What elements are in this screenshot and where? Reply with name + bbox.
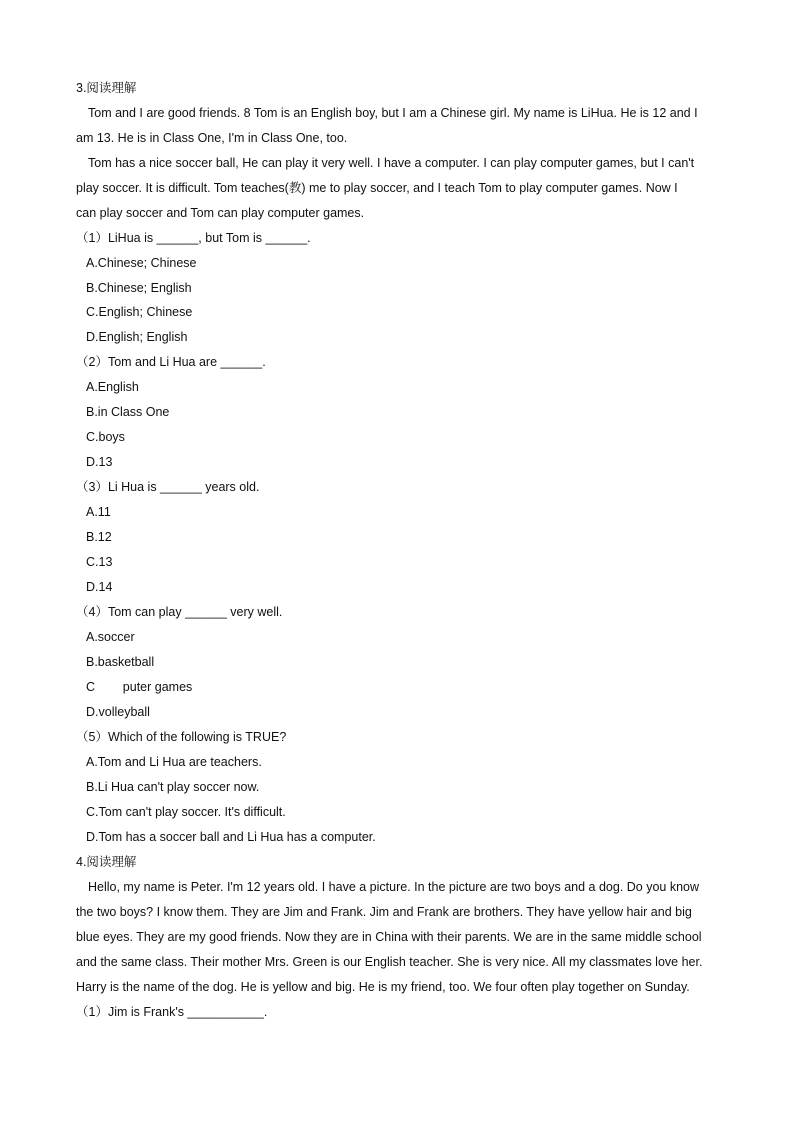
- answer-option: C.boys: [86, 430, 125, 444]
- question-stem: （2）Tom and Li Hua are ______.: [76, 355, 266, 369]
- question-stem: （5）Which of the following is TRUE?: [76, 730, 287, 744]
- question-stem: （1）Jim is Frank's ___________.: [76, 1005, 268, 1019]
- question-stem: （4）Tom can play ______ very well.: [76, 605, 283, 619]
- passage-line: Tom and I are good friends. 8 Tom is an English boy, but I am a Chinese girl. My name is LiHua. He is 12 and I: [88, 106, 698, 120]
- section-heading: 4.阅读理解: [76, 855, 137, 869]
- passage-line: Harry is the name of the dog. He is yellow and big. He is my friend, too. We four often play together on Sunday.: [76, 980, 690, 994]
- answer-option: A.English: [86, 380, 139, 394]
- answer-option: B.in Class One: [86, 405, 170, 419]
- answer-option: D.Tom has a soccer ball and Li Hua has a computer.: [86, 830, 376, 844]
- answer-option: B.Li Hua can't play soccer now.: [86, 780, 260, 794]
- answer-option: C.English; Chinese: [86, 305, 193, 319]
- answer-option: A.soccer: [86, 630, 135, 644]
- answer-option: C.13: [86, 555, 113, 569]
- passage-line: blue eyes. They are my good friends. Now they are in China with their parents. We are in the same middle school: [76, 930, 702, 944]
- passage-line: play soccer. It is difficult. Tom teaches(教) me to play soccer, and I teach Tom to play computer games. Now I: [76, 181, 678, 195]
- passage-line: Hello, my name is Peter. I'm 12 years old. I have a picture. In the picture are two boys and a dog. Do you know: [88, 880, 700, 894]
- answer-option: C.Tom can't play soccer. It's difficult.: [86, 805, 286, 819]
- answer-option: D.14: [86, 580, 113, 594]
- passage-line: Tom has a nice soccer ball, He can play it very well. I have a computer. I can play computer games, but I can't: [88, 156, 695, 170]
- answer-option: D.English; English: [86, 330, 188, 344]
- answer-option: B.Chinese; English: [86, 281, 192, 295]
- answer-option: A.11: [86, 505, 111, 519]
- passage-line: the two boys? I know them. They are Jim and Frank. Jim and Frank are brothers. They have yellow hair and big: [76, 905, 692, 919]
- answer-option: D.13: [86, 455, 113, 469]
- passage-line: am 13. He is in Class One, I'm in Class One, too.: [76, 131, 348, 145]
- answer-option: C puter games: [86, 680, 193, 694]
- passage-line: can play soccer and Tom can play computer games.: [76, 206, 365, 220]
- answer-option: B.12: [86, 530, 112, 544]
- answer-option: A.Tom and Li Hua are teachers.: [86, 755, 262, 769]
- answer-option: A.Chinese; Chinese: [86, 256, 197, 270]
- question-stem: （1）LiHua is ______, but Tom is ______.: [76, 231, 311, 245]
- answer-option: D.volleyball: [86, 705, 150, 719]
- question-stem: （3）Li Hua is ______ years old.: [76, 480, 260, 494]
- answer-option: B.basketball: [86, 655, 155, 669]
- section-heading: 3.阅读理解: [76, 81, 137, 95]
- passage-line: and the same class. Their mother Mrs. Green is our English teacher. She is very nice. All my classmates love her.: [76, 955, 703, 969]
